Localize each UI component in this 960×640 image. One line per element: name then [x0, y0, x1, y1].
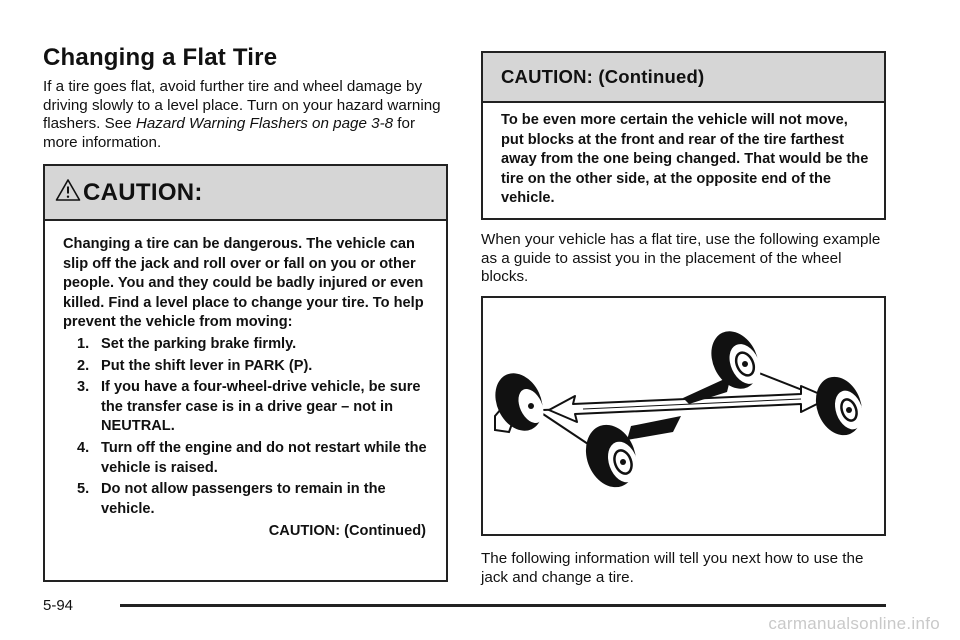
- hazard-flashers-reference-link[interactable]: Hazard Warning Flashers on page 3-8: [135, 115, 394, 132]
- list-item: [77, 335, 434, 355]
- caution-title: CAUTION: (Continued): [501, 66, 705, 87]
- caution-steps-list: [63, 335, 434, 519]
- caution-body: [483, 103, 884, 209]
- list-item: [77, 439, 434, 478]
- caution-paragraph: To be even more certain the vehicle will not move, put blocks at the front and rear of the tire farthest away from the one being changed. That would be the tire on the other side, at the opposite end of the vehicle.: [501, 112, 869, 207]
- warning-triangle-icon: [55, 178, 81, 202]
- page-title: Changing a Flat Tire: [43, 44, 278, 71]
- list-item: [77, 357, 434, 377]
- caution-box-continued: [481, 51, 886, 220]
- list-item: [77, 378, 434, 437]
- step-text: Do not allow passengers to remain in the vehicle.: [101, 481, 386, 517]
- wheel-blocks-paragraph: When your vehicle has a flat tire, use the following example as a guide to assist you in the placement of the wheel blocks.: [481, 231, 881, 285]
- step-number: 2.: [77, 357, 90, 374]
- caution-body: [45, 221, 446, 542]
- step-text: Set the parking brake firmly.: [101, 335, 297, 352]
- caution-title: CAUTION:: [83, 178, 203, 206]
- step-number: 5.: [77, 481, 90, 498]
- caution-header: [483, 53, 884, 103]
- wheel-blocks-illustration: [483, 298, 884, 534]
- tire-rear-right: [808, 370, 870, 441]
- wheel-block-front: [627, 416, 681, 440]
- step-text: If you have a four-wheel-drive vehicle, be sure the transfer case is in a drive gear – not in NEUTRAL.: [101, 379, 421, 435]
- step-number: 4.: [77, 439, 90, 456]
- caution-header: [45, 166, 446, 221]
- wheel-blocks-figure: [481, 296, 886, 536]
- intro-text-after: for more information.: [43, 115, 416, 151]
- caution-box-main: [43, 164, 448, 582]
- left-column: [43, 44, 447, 152]
- step-number: 3.: [77, 379, 90, 396]
- step-text: Turn off the engine and do not restart while the vehicle is raised.: [101, 439, 427, 476]
- footer-rule: [120, 604, 886, 607]
- caution-continued-label: CAUTION: (Continued): [268, 523, 426, 540]
- step-number: 1.: [77, 335, 90, 352]
- page-number: 5-94: [43, 597, 74, 614]
- step-text: Put the shift lever in PARK (P).: [101, 357, 313, 374]
- list-item: [77, 480, 434, 519]
- intro-paragraph: [43, 78, 447, 152]
- jack-info-paragraph: The following information will tell you next how to use the jack and change a tire.: [481, 550, 864, 586]
- intro-text-before: If a tire goes flat, avoid further tire and wheel damage by driving slowly to a level place. Turn on your hazard warning flashers. See: [43, 78, 441, 132]
- watermark: carmanualsonline.info: [768, 614, 940, 633]
- caution-paragraph: Changing a tire can be dangerous. The vehicle can slip off the jack and roll over or fall on you or other people. You and they could be badly injured or even killed. Find a level place to change your tire. To help prevent the vehicle from moving:: [63, 236, 424, 331]
